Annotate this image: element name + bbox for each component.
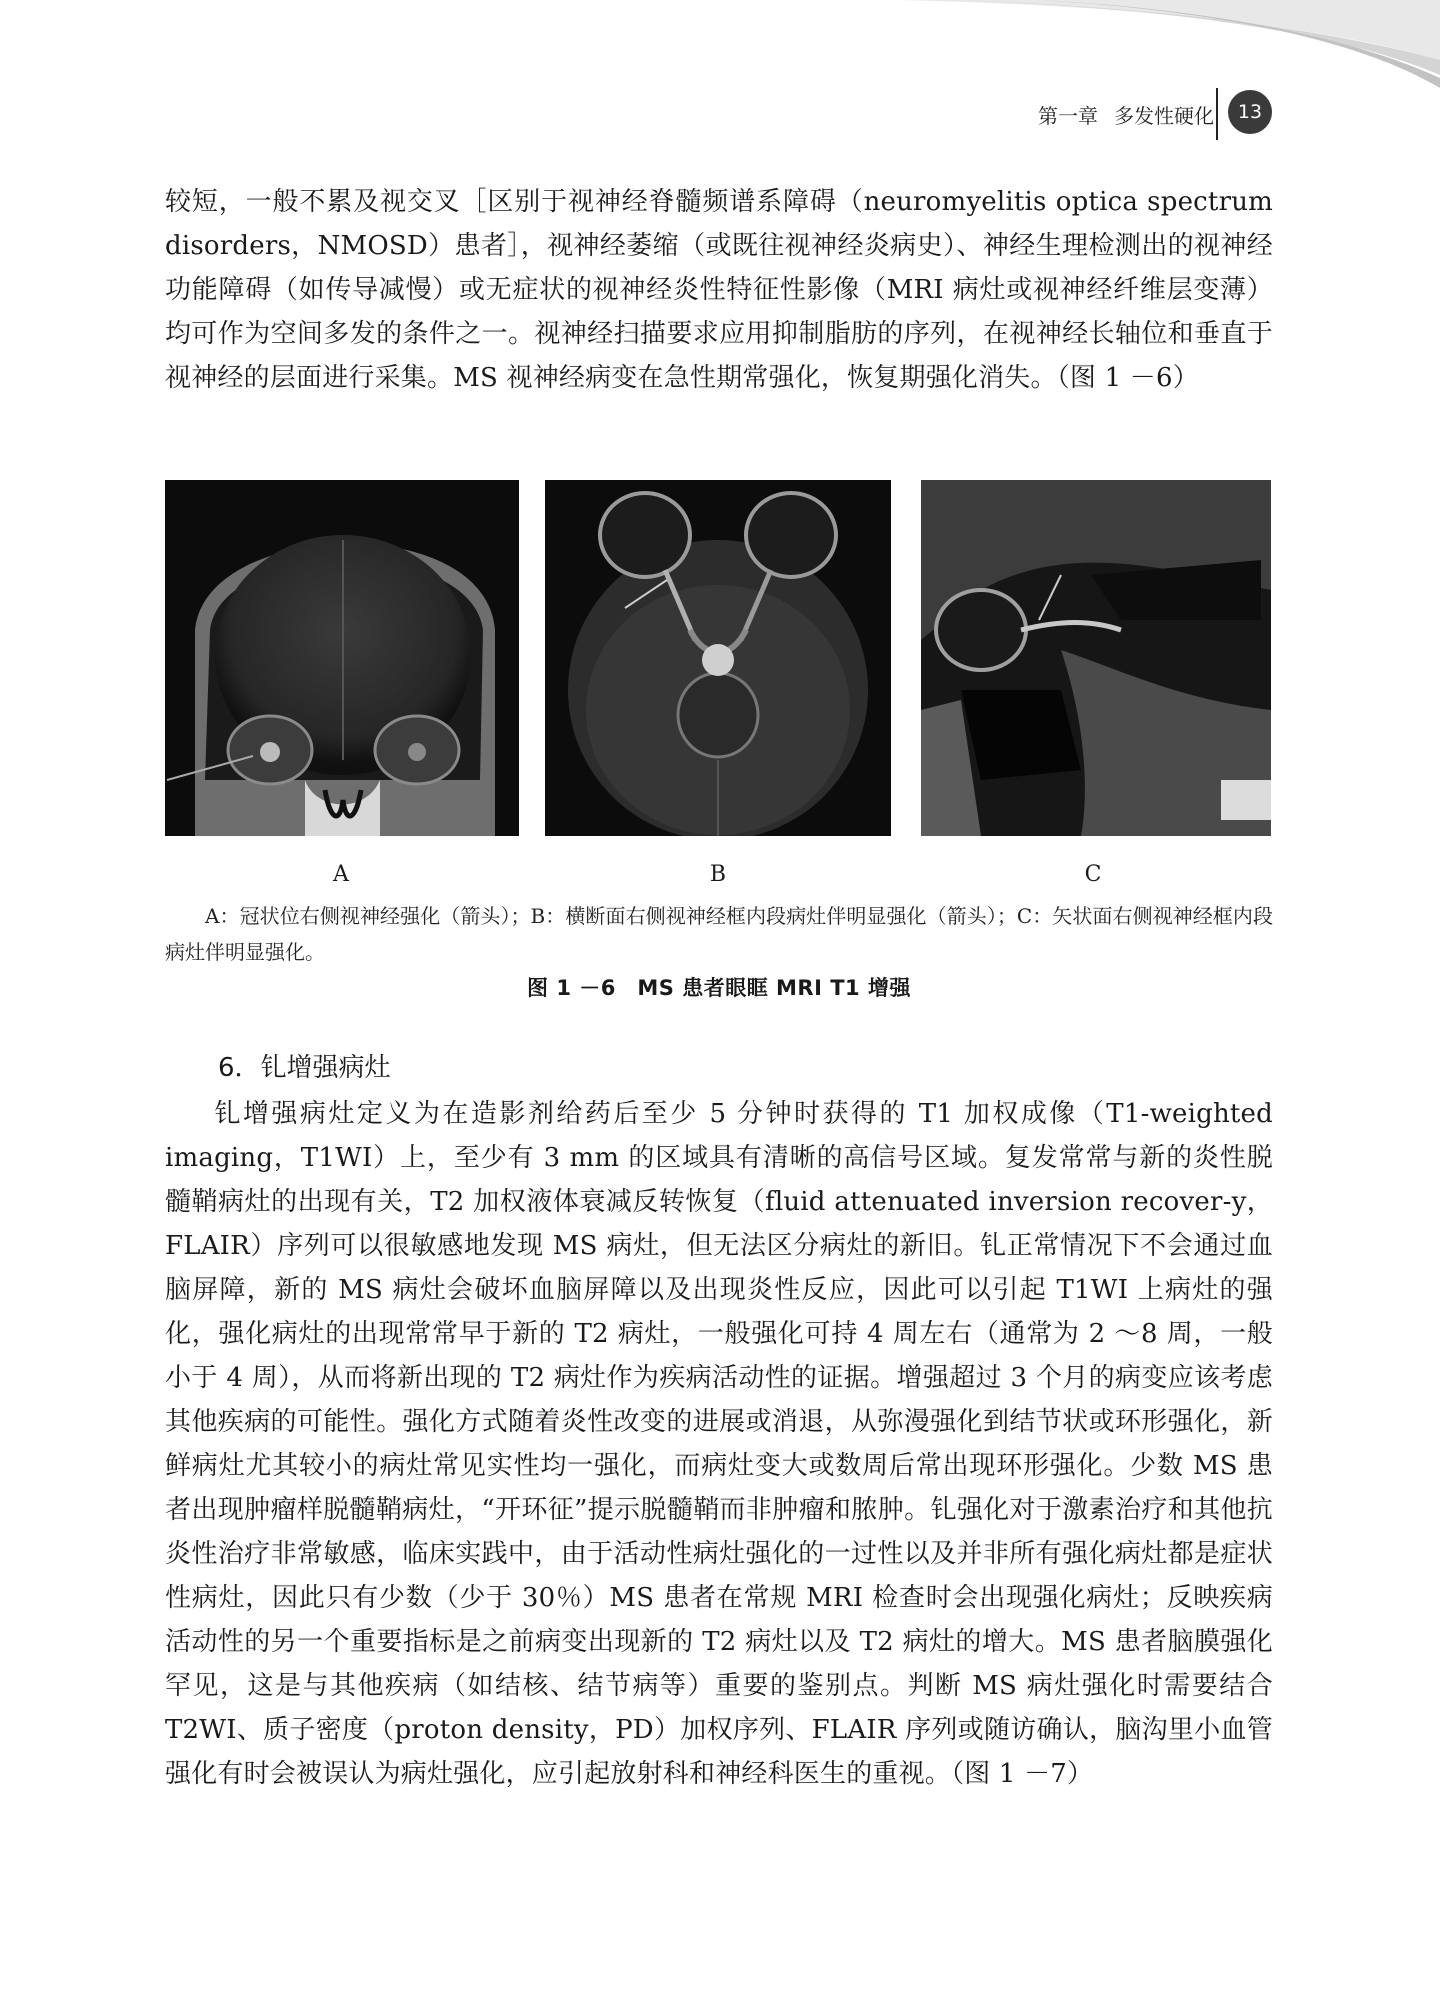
figure-title: 图 1 －6 MS 患者眼眶 MRI T1 增强 — [527, 976, 911, 1000]
mri-axial-illustration — [545, 480, 891, 836]
page-number: 13 — [1237, 101, 1263, 123]
chapter-title: 多发性硬化 — [1114, 103, 1214, 128]
figure-caption-notes — [165, 898, 1273, 970]
intro-paragraph: 较短，一般不累及视交叉［区别于视神经脊髓频谱系障碍（neuromyelitis optica spectrum disorders，NMOSD）患者］，视神经萎缩（或既往视神经炎病史）、神经生理检测出的视神经功能障碍（如传导减慢）或无症状的视神经炎性特征性影像（MRI 病灶或视神经纤维层变薄）均可作为空间多发的条件之一。视神经扫描要求应用抑制脂肪的序列，在视神经长轴位和垂直于视神经的层面进行采集。MS 视神经病变在急性期常强化，恢复期强化消失。（图 1 －6） — [165, 187, 1273, 393]
mri-coronal-illustration — [165, 480, 519, 836]
mri-sagittal-illustration — [921, 480, 1271, 836]
mri-sagittal-image — [921, 480, 1271, 836]
figure-caption-text: A：冠状位右侧视神经强化（箭头）；B：横断面右侧视神经框内段病灶伴明显强化（箭头）；C：矢状面右侧视神经框内段病灶伴明显强化。 — [165, 904, 1273, 964]
mri-coronal-image — [165, 480, 519, 836]
panel-label-b: B — [709, 862, 727, 887]
intro-text — [165, 180, 1273, 400]
section-heading: 6．钆增强病灶 — [218, 1053, 391, 1083]
panel-label-c: C — [1084, 862, 1102, 887]
section-paragraph: 钆增强病灶定义为在造影剂给药后至少 5 分钟时获得的 T1 加权成像（T1-weighted imaging，T1WI）上，至少有 3 mm 的区域具有清晰的高信号区域。复发常常与新的炎性脱髓鞘病灶的出现有关，T2 加权液体衰减反转恢复（fluid attenuated inversion recover-y，FLAIR）序列可以很敏感地发现 MS 病灶，但无法区分病灶的新旧。钆正常情况下不会通过血脑屏障，新的 MS 病灶会破坏血脑屏障以及出现炎性反应，因此可以引起 T1WI 上病灶的强化，强化病灶的出现常常早于新的 T2 病灶，一般强化可持 4 周左右（通常为 2 ～8 周，一般小于 4 周），从而将新出现的 T2 病灶作为疾病活动性的证据。增强超过 3 个月的病变应该考虑其他疾病的可能性。强化方式随着炎性改变的进展或消退，从弥漫强化到结节状或环形强化，新鲜病灶尤其较小的病灶常见实性均一强化，而病灶变大或数周后常出现环形强化。少数 MS 患者出现肿瘤样脱髓鞘病灶，“开环征”提示脱髓鞘而非肿瘤和脓肿。钆强化对于激素治疗和其他抗炎性治疗非常敏感，临床实践中，由于活动性病灶强化的一过性以及并非所有强化病灶都是症状性病灶，因此只有少数（少于 30％）MS 患者在常规 MRI 检查时会出现强化病灶；反映疾病活动性的另一个重要指标是之前病变出现新的 T2 病灶以及 T2 病灶的增大。MS 患者脑膜强化罕见，这是与其他疾病（如结核、结节病等）重要的鉴别点。判断 MS 病灶强化时需要结合 T2WI、质子密度（proton density，PD）加权序列、FLAIR 序列或随访确认，脑沟里小血管强化有时会被误认为病灶强化，应引起放射科和神经科医生的重视。（图 1 －7） — [165, 1099, 1273, 1789]
mri-axial-image — [545, 480, 891, 836]
page-number-badge — [1228, 90, 1272, 134]
panel-label-a: A — [333, 862, 349, 887]
figure-1-6 — [165, 480, 1271, 836]
decorative-header-swoosh — [0, 0, 1440, 90]
chapter-number: 第一章 — [1038, 103, 1098, 128]
section-text — [165, 1092, 1273, 1796]
header-divider — [1216, 88, 1218, 140]
running-header — [1038, 92, 1214, 136]
